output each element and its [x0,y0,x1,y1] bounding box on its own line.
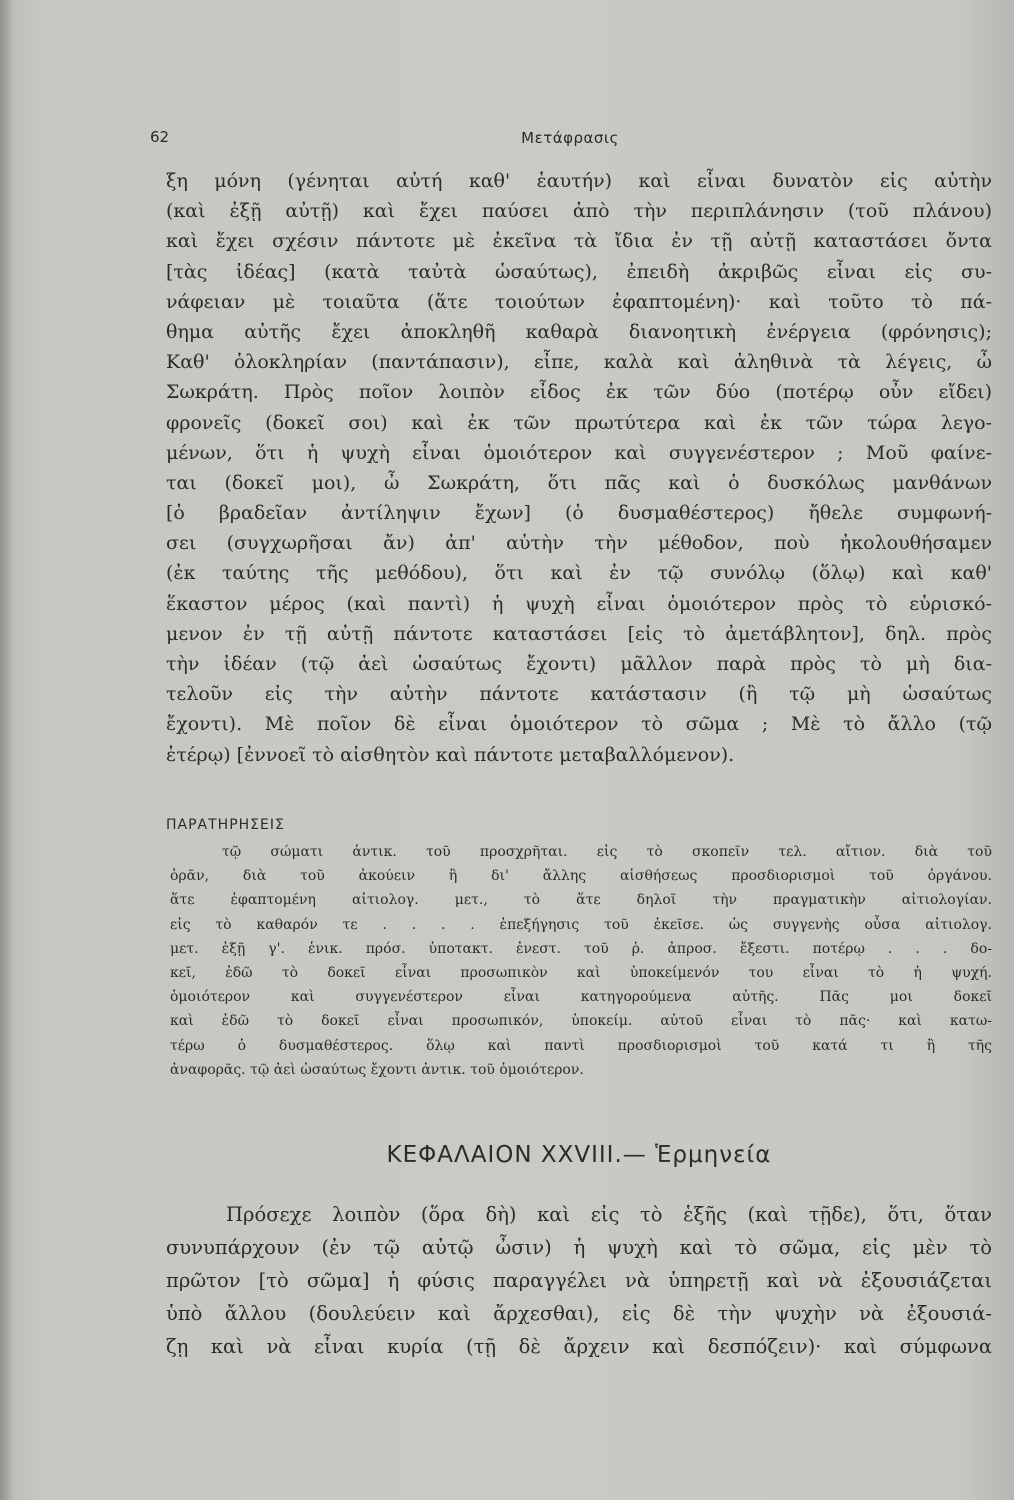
text-line: ζῃ καὶ νὰ εἶναι κυρία (τῇ δὲ ἄρχειν καὶ δεσπόζειν)· καὶ σύμφωνα [166,1335,992,1358]
page-edge-shadow [0,0,14,1500]
text-line: Πρόσεχε λοιπὸν (ὅρα δὴ) καὶ εἰς τὸ ἑξῆς (καὶ τῇδε), ὅτι, ὅταν [226,1203,992,1226]
text-line: θημα αὐτῆς ἔχει ἀποκληθῆ καθαρὰ διανοητικὴ ἐνέργεια (φρόνησις); [166,320,992,343]
note-line: ἅτε ἐφαπτομένη αἰτιολογ. μετ., τὸ ἅτε δηλοῖ τὴν πραγματικὴν αἰτιολογίαν. [170,892,992,909]
chapter-text [166,1198,992,1363]
text-line: ὑπὸ ἄλλου (δουλεύειν καὶ ἄρχεσθαι), εἰς δὲ τὴν ψυχὴν νὰ ἐξουσιά- [166,1302,992,1325]
text-line: καὶ ἔχει σχέσιν πάντοτε μὲ ἐκεῖνα τὰ ἴδια ἐν τῇ αὐτῇ καταστάσει ὄντα [166,230,992,253]
text-line: νάφειαν μὲ τοιαῦτα (ἅτε τοιούτων ἐφαπτομένη)· καὶ τοῦτο τὸ πά- [166,290,992,313]
text-line: τὴν ἰδέαν (τῷ ἀεὶ ὡσαύτως ἔχοντι) μᾶλλον παρὰ πρὸς τὸ μὴ δια- [166,653,992,675]
text-line: (καὶ ἐξῇ αὐτῇ) καὶ ἔχει παύσει ἀπὸ τὴν περιπλάνησιν (τοῦ πλάνου) [166,200,992,223]
note-line: μετ. ἐξῇ γ'. ἑνικ. πρόσ. ὑποτακτ. ἐνεστ. τοῦ ῥ. ἀπροσ. ἔξεστι. ποτέρῳ . . . δο- [170,940,992,957]
text-line: [τὰς ἰδέας] (κατὰ ταὐτὰ ὡσαύτως), ἐπειδὴ ἀκριβῶς εἶναι εἰς συ- [166,260,992,283]
running-title: Μετάφρασις [521,129,619,147]
text-line: μένων, ὅτι ἡ ψυχὴ εἶναι ὁμοιότερον καὶ συγγενέστερον ; Μοῦ φαίνε- [166,441,992,464]
note-line: καὶ ἐδῶ τὸ δοκεῖ εἶναι προσωπικόν, ὑποκείμ. αὐτοῦ εἶναι τὸ πᾶς· καὶ κατω- [170,1013,992,1030]
text-line: μενον ἐν τῇ αὐτῇ πάντοτε καταστάσει [εἰς τὸ ἀμετάβλητον], δηλ. πρὸς [166,622,992,645]
note-line: ἀναφορᾶς. τῷ ἀεὶ ὡσαύτως ἔχοντι ἀντικ. τοῦ ὁμοιότερον. [170,1061,584,1078]
text-line: συνυπάρχουν (ἐν τῷ αὐτῷ ὦσιν) ἡ ψυχὴ καὶ τὸ σῶμα, εἰς μὲν τὸ [166,1236,992,1259]
note-line: ὁμοιότερον καὶ συγγενέστερον εἶναι κατηγορούμενα αὐτῆς. Πᾶς μοι δοκεῖ [170,989,992,1006]
page-header [150,120,990,160]
text-line: [ὁ βραδεῖαν ἀντίληψιν ἔχων] (ὁ δυσμαθέστερος) ἤθελε συμφωνή- [166,502,992,525]
text-line: (ἐκ ταύτης τῆς μεθόδου), ὅτι καὶ ἐν τῷ συνόλῳ (ὅλῳ) καὶ καθ' [166,562,992,585]
text-line: ξη μόνη (γένηται αὐτή καθ' ἑαυτήν) καὶ εἶναι δυνατὸν εἰς αὐτὴν [166,170,992,192]
note-line: τῷ σώματι ἀντικ. τοῦ προσχρῆται. εἰς τὸ σκοπεῖν τελ. αἴτιον. διὰ τοῦ [222,844,992,860]
text-line: Σωκράτη. Πρὸς ποῖον λοιπὸν εἶδος ἐκ τῶν δύο (ποτέρῳ οὖν εἴδει) [166,381,992,404]
text-line: σει (συγχωρῆσαι ἄν) ἀπ' αὐτὴν τὴν μέθοδον, ποὺ ἠκολουθήσαμεν [166,532,992,555]
text-line: ἕκαστον μέρος (καὶ παντὶ) ἡ ψυχὴ εἶναι ὁμοιότερον πρὸς τὸ εὑρισκό- [166,592,992,615]
main-translation-text [166,166,992,770]
note-line: κεῖ, ἐδῶ τὸ δοκεῖ εἶναι προσωπικὸν καὶ ὑποκείμενόν του εἶναι τὸ ἡ ψυχή. [170,964,992,981]
note-line: εἰς τὸ καθαρόν τε . . . . ἐπεξήγησις τοῦ ἐκεῖσε. ὡς συγγενὴς οὖσα αἰτιολογ. [170,916,992,933]
text-line: ται (δοκεῖ μοι), ὦ Σωκράτη, ὅτι πᾶς καὶ ὁ δυσκόλως μανθάνων [166,471,992,494]
note-line: ὁρᾶν, διὰ τοῦ ἀκούειν ἢ δι' ἄλλης αἰσθήσεως προσδιορισμοὶ τοῦ ὀργάνου. [170,868,992,885]
text-line: Καθ' ὁλοκληρίαν (παντάπασιν), εἶπε, καλὰ καὶ ἀληθινὰ τὰ λέγεις, ὦ [166,351,992,374]
chapter-heading: ΚΕΦΑΛΑΙΟΝ XXVIII.— Ἑρμηνεία [386,1142,772,1168]
page-number: 62 [150,128,170,146]
notes-heading: ΠΑΡΑΤΗΡΗΣΕΙΣ [166,817,285,833]
text-line: φρονεῖς (δοκεῖ σοι) καὶ ἐκ τῶν πρωτύτερα καὶ ἐκ τῶν τώρα λεγο- [166,411,992,434]
note-line: τέρω ὁ δυσμαθέστερος. ὅλῳ καὶ παντὶ προσδιορισμοὶ τοῦ κατά τι ἢ τῆς [170,1037,992,1054]
text-line: ἑτέρῳ) [ἐννοεῖ τὸ αἰσθητὸν καὶ πάντοτε μεταβαλλόμενον). [166,743,735,766]
notes-section [166,810,992,1082]
text-line: πρῶτον [τὸ σῶμα] ἡ φύσις παραγγέλει νὰ ὑπηρετῇ καὶ νὰ ἐξουσιάζεται [166,1269,992,1292]
text-line: τελοῦν εἰς τὴν αὐτὴν πάντοτε κατάστασιν (ἢ τῷ μὴ ὡσαύτως [166,683,992,706]
text-line: ἔχοντι). Μὲ ποῖον δὲ εἶναι ὁμοιότερον τὸ σῶμα ; Μὲ τὸ ἄλλο (τῷ [166,713,992,736]
